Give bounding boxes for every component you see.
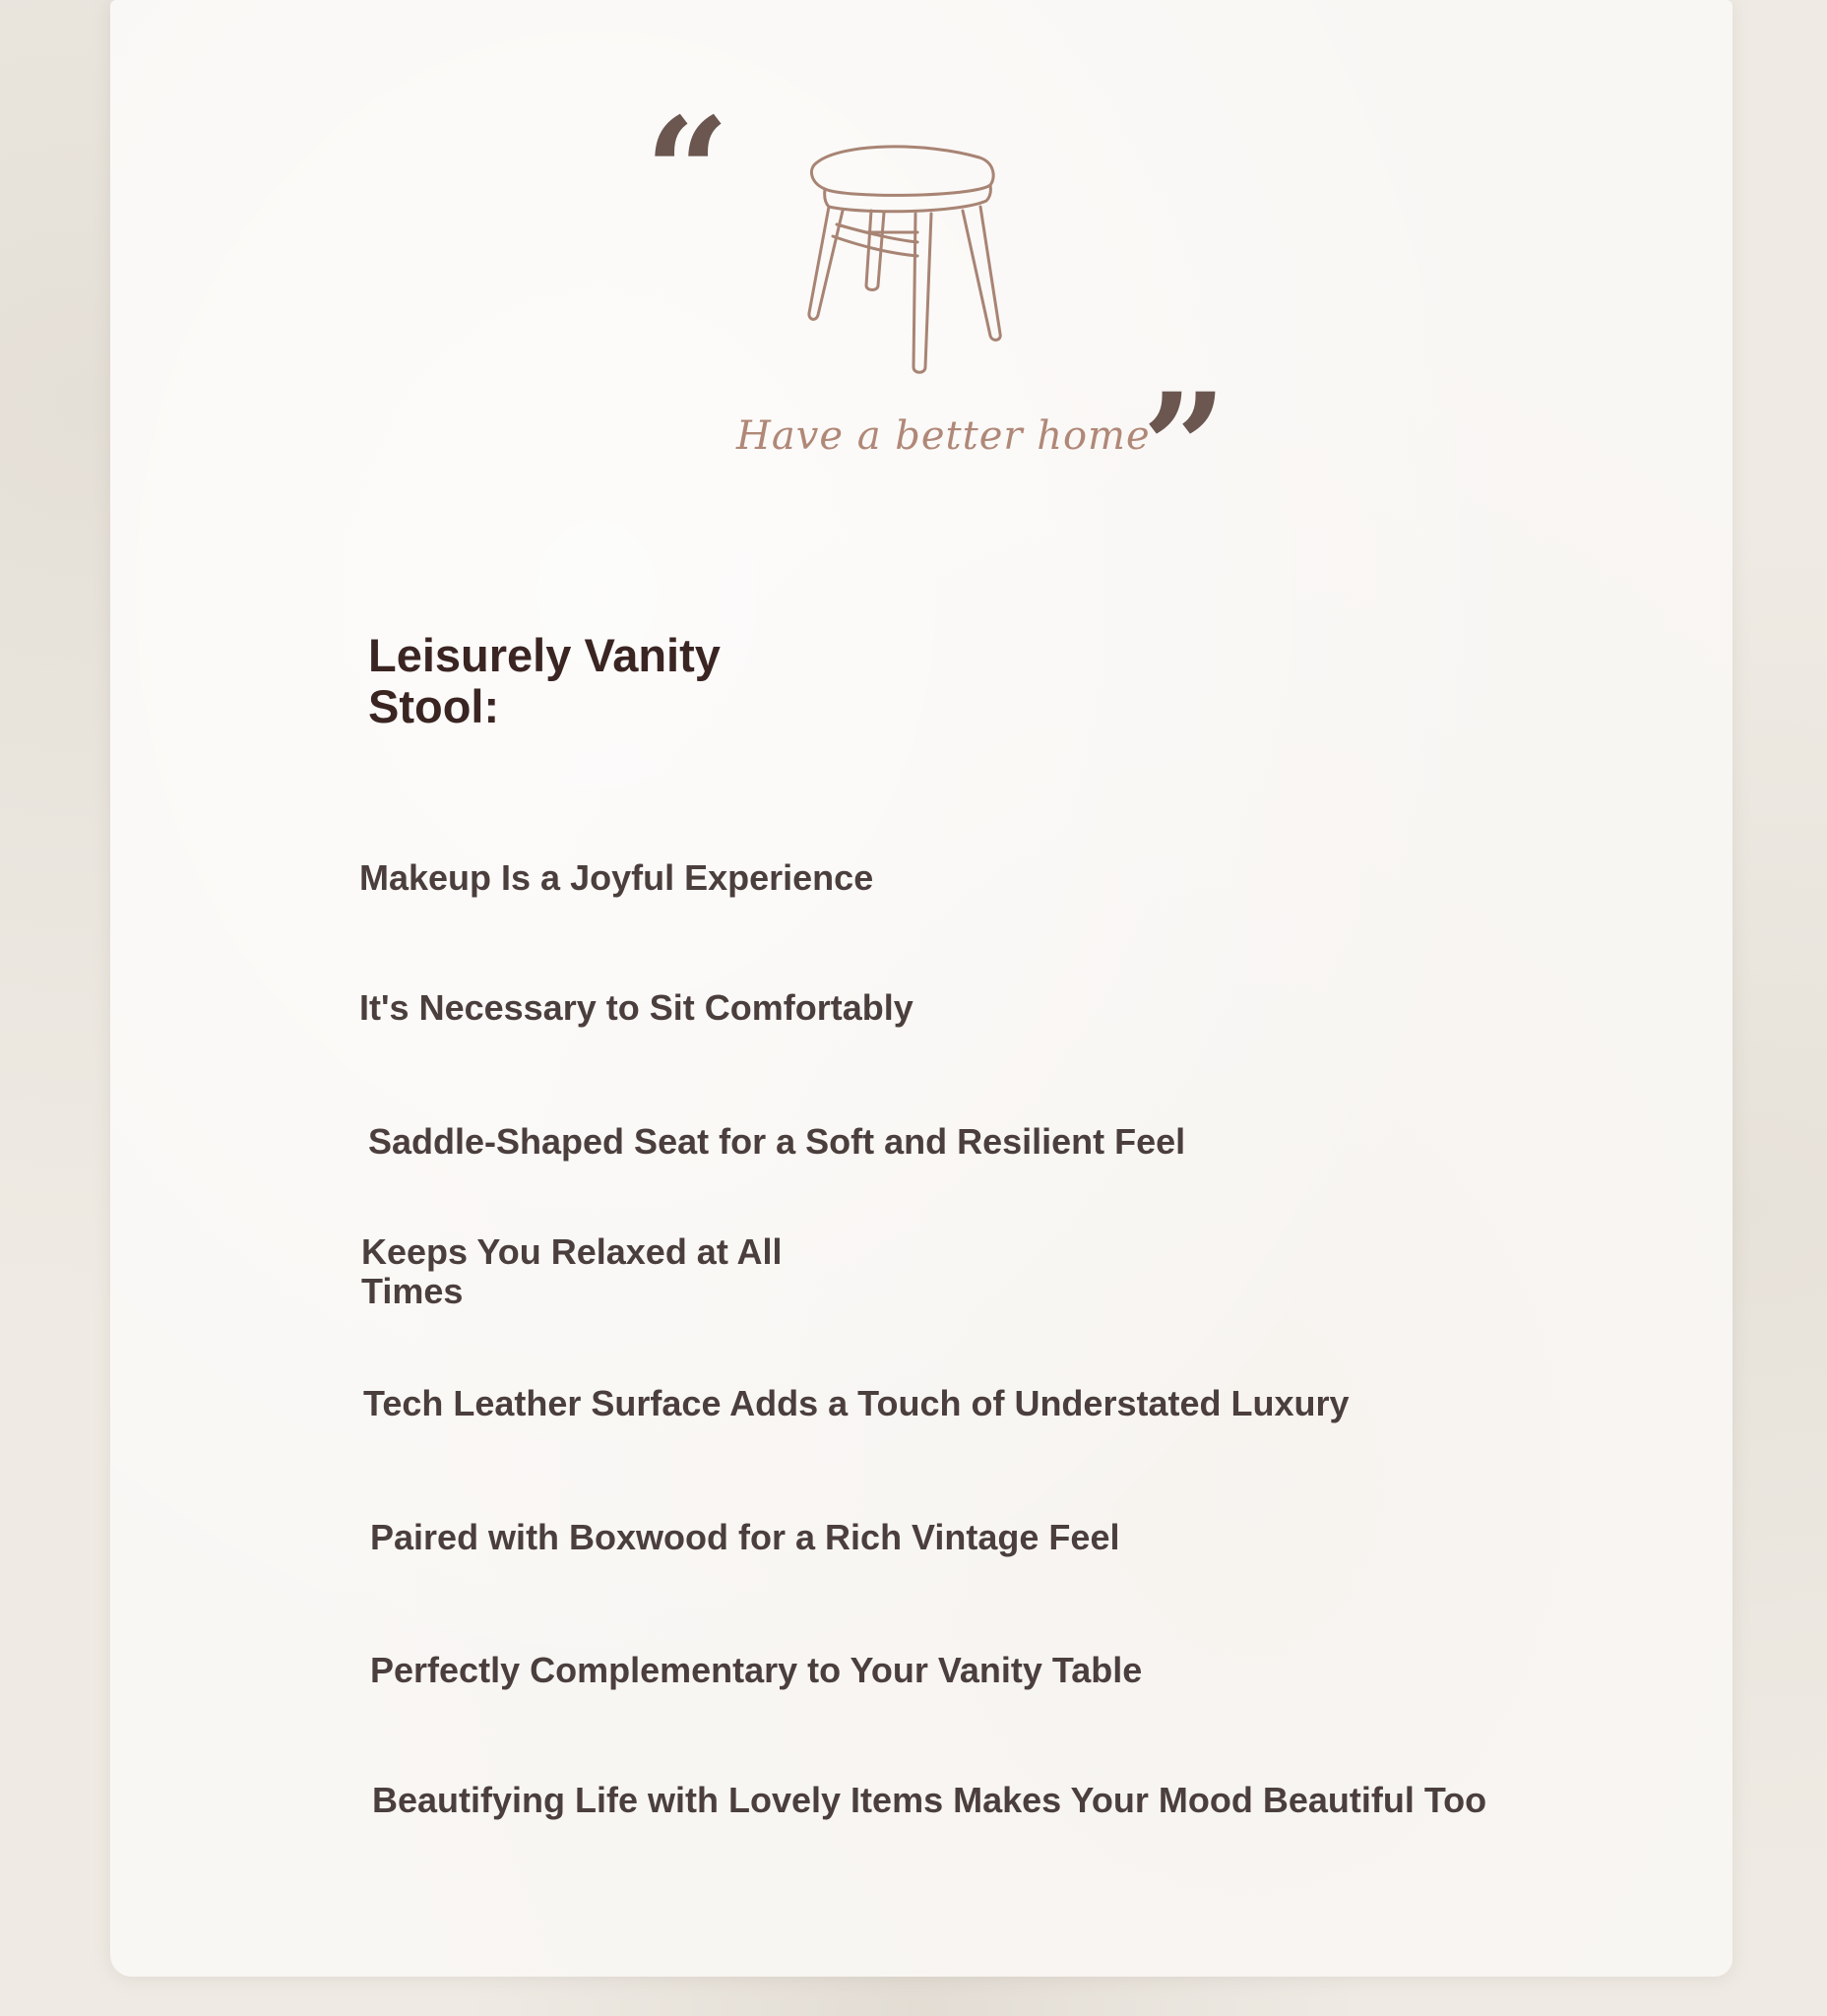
feature-beautifying-life: Beautifying Life with Lovely Items Makes Your Mood Beautiful Too (372, 1780, 1487, 1820)
tagline: Have a better home (736, 413, 1151, 459)
page-title: Leisurely Vanity Stool: (368, 629, 721, 732)
feature-tech-leather: Tech Leather Surface Adds a Touch of Understated Luxury (363, 1383, 1350, 1423)
feature-makeup-joyful: Makeup Is a Joyful Experience (359, 857, 874, 898)
feature-saddle-seat: Saddle-Shaped Seat for a Soft and Resilient Feel (368, 1121, 1186, 1162)
open-quote-mark: “ (645, 86, 730, 259)
feature-sit-comfortably: It's Necessary to Sit Comfortably (359, 987, 914, 1028)
feature-keeps-relaxed: Keeps You Relaxed at All Times (361, 1231, 783, 1311)
feature-boxwood: Paired with Boxwood for a Rich Vintage Feel (370, 1517, 1120, 1557)
stool-illustration-icon (788, 138, 1034, 384)
close-quote-mark: ” (1142, 361, 1228, 535)
feature-complementary: Perfectly Complementary to Your Vanity Table (370, 1650, 1143, 1690)
